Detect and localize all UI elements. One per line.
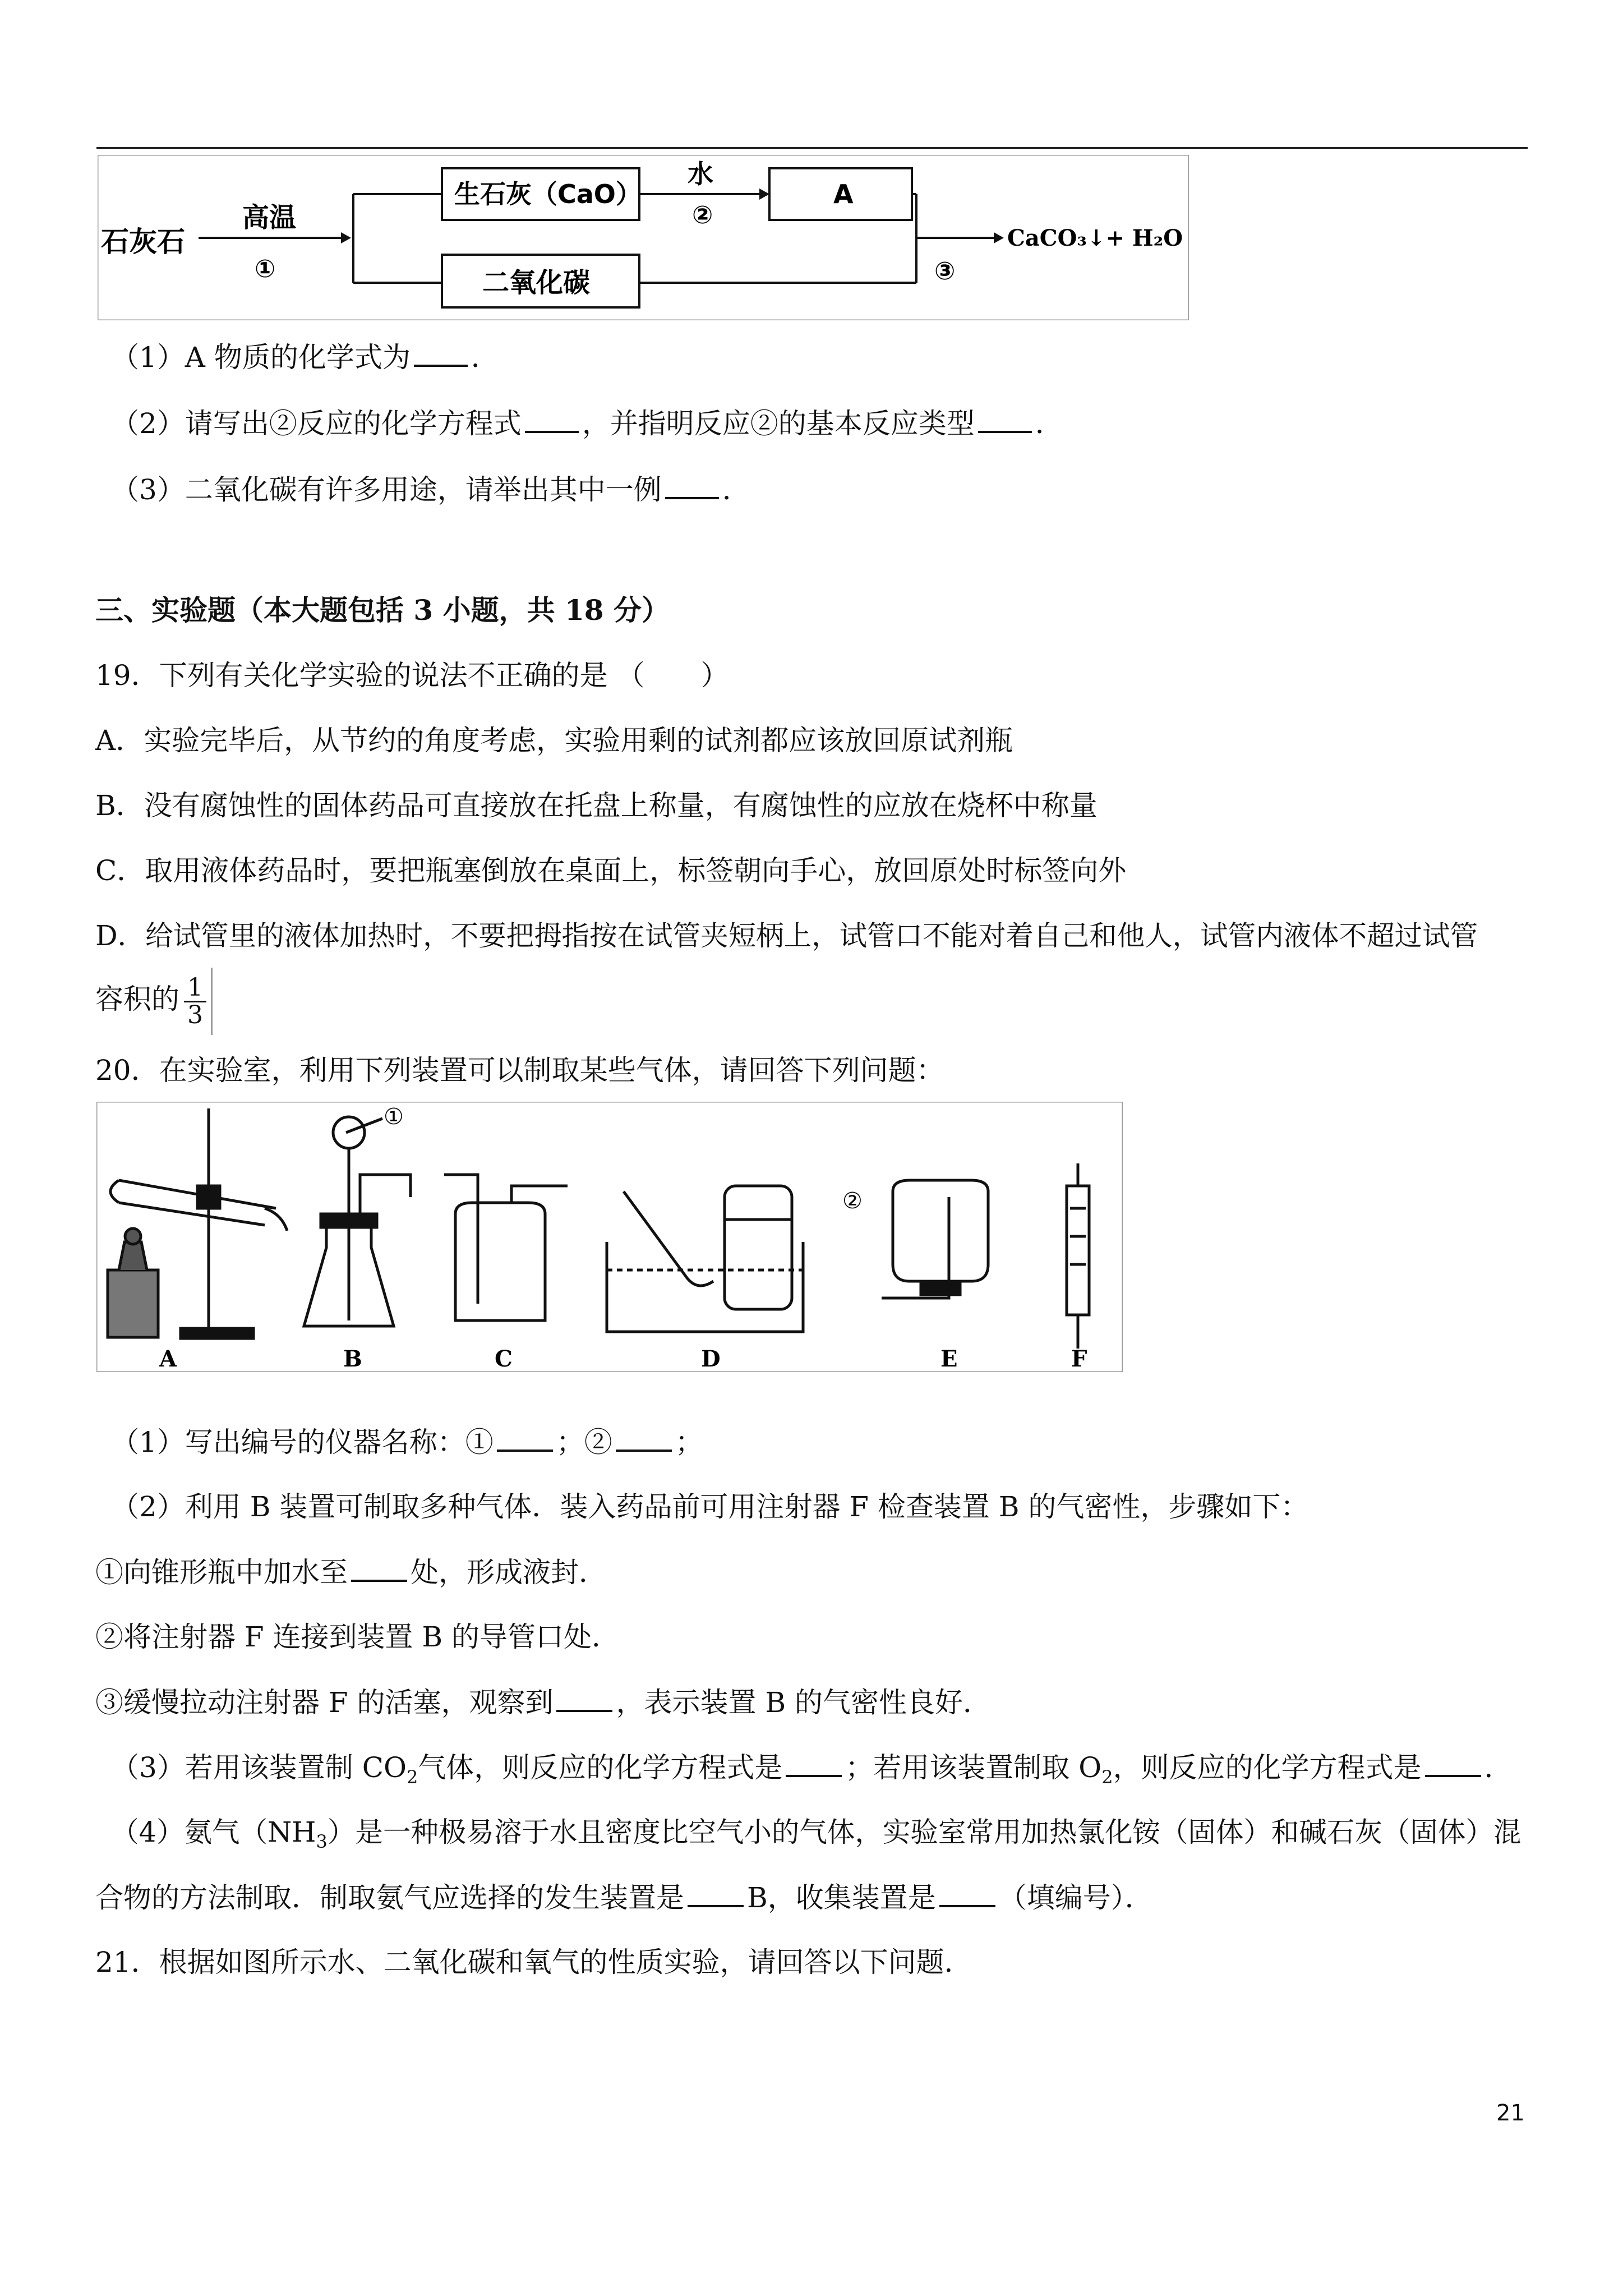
answer-blank[interactable]: [497, 1425, 553, 1452]
section3-heading: 三、实验题（本大题包括 3 小题，共 18 分）: [95, 593, 670, 627]
answer-blank[interactable]: [665, 472, 719, 499]
q18-sub2-text-b: ，并指明反应②的基本反应类型: [582, 407, 975, 440]
q20-step3-text-a: ③缓慢拉动注射器 F 的活塞，观察到: [95, 1686, 554, 1719]
answer-blank[interactable]: [556, 1685, 612, 1712]
q19-option-d-cont-text: 容积的: [95, 983, 179, 1015]
answer-blank[interactable]: [616, 1425, 672, 1452]
answer-blank[interactable]: [1425, 1750, 1481, 1777]
q20-step3-text-b: ，表示装置 B 的气密性良好．: [616, 1686, 992, 1719]
marker-1: ①: [384, 1104, 404, 1130]
subscript-3: 3: [316, 1830, 328, 1852]
step2-marker: ②: [692, 201, 713, 229]
label-e: E: [940, 1346, 958, 1372]
q20-sub4-text-a: （4）氨气（NH: [111, 1816, 316, 1848]
q20-step3: [95, 1685, 991, 1719]
q20-sub1-text-a: （1）写出编号的仪器名称：①: [111, 1426, 494, 1458]
q20-sub4-text-d: B，收集装置是: [747, 1881, 936, 1914]
answer-blank[interactable]: [688, 1880, 744, 1907]
fraction-box-edge: [211, 968, 213, 1035]
label-a: A: [159, 1346, 177, 1372]
q18-sub1-text: （1）A 物质的化学式为: [111, 341, 411, 374]
q20-step1-text-b: 处，形成液封．: [411, 1556, 607, 1589]
q20-sub1-end: ；: [675, 1426, 703, 1458]
q19-option-a: A．实验完毕后，从节约的角度考虑，实验用剩的试剂都应该放回原试剂瓶: [95, 724, 1013, 757]
q18-sub3: [111, 472, 750, 507]
high-temp-label: 高温: [242, 202, 297, 233]
q20-sub4-text-e: （填编号）．: [998, 1881, 1153, 1914]
label-b: B: [343, 1346, 362, 1372]
marker-2: ②: [842, 1188, 863, 1214]
q20-sub3-text-a: （3）若用该装置制 CO: [111, 1751, 407, 1784]
q20-sub3: [111, 1750, 1513, 1794]
q21-stem: 21．根据如图所示水、二氧化碳和氧气的性质实验，请回答以下问题．: [95, 1946, 972, 1978]
step3-marker: ③: [934, 257, 956, 286]
q20-step1-text-a: ①向锥形瓶中加水至: [95, 1556, 348, 1589]
answer-blank[interactable]: [414, 340, 468, 367]
q20-sub3-text-c: ；若用该装置制取 O: [845, 1751, 1102, 1784]
q18-sub2-text-a: （2）请写出②反应的化学方程式: [111, 407, 522, 440]
page-number: 21: [1496, 2100, 1525, 2126]
q18-sub3-text: （3）二氧化碳有许多用途，请举出其中一例: [111, 473, 662, 506]
q19-option-d: D．给试管里的液体加热时，不要把拇指按在试管夹短柄上，试管口不能对着自己和他人，试管内液体不超过试管: [95, 919, 1478, 952]
subscript-2: 2: [406, 1766, 418, 1788]
q18-sub3-end: ．: [722, 473, 750, 506]
step1-marker: ①: [255, 255, 276, 283]
water-label: 水: [688, 159, 713, 189]
fraction-one-third: [184, 975, 206, 1028]
q18-sub2-end: ．: [1035, 407, 1063, 440]
product-a-label: A: [833, 179, 854, 209]
label-c: C: [495, 1346, 513, 1372]
fraction-numerator: 1: [184, 975, 206, 1002]
label-f: F: [1071, 1346, 1087, 1372]
answer-blank[interactable]: [978, 406, 1032, 433]
q19-option-b: B．没有腐蚀性的固体药品可直接放在托盘上称量，有腐蚀性的应放在烧杯中称量: [95, 789, 1098, 822]
q19-option-c: C．取用液体药品时，要把瓶塞倒放在桌面上，标签朝向手心，放回原处时标签向外: [95, 854, 1127, 887]
q20-sub1-text-b: ；②: [556, 1426, 612, 1458]
q19-stem: 19．下列有关化学实验的说法不正确的是 （ ）: [95, 659, 729, 692]
q20-sub2: （2）利用 B 装置可制取多种气体．装入药品前可用注射器 F 检查装置 B 的气密性，步骤如下：: [111, 1490, 1309, 1523]
q20-sub4-text-b: ）是一种极易溶于水且密度比空气小的气体，实验室常用加热氯化铵（固体）和碱石灰（固体）混: [327, 1816, 1521, 1848]
q18-sub1: [111, 340, 499, 374]
q20-sub4-cont: [95, 1880, 1153, 1915]
q18-sub2: [111, 406, 1063, 440]
quicklime-label: 生石灰（CaO）: [454, 179, 642, 209]
answer-blank[interactable]: [939, 1880, 995, 1907]
q20-sub3-text-d: ，则反应的化学方程式是: [1113, 1751, 1422, 1784]
limestone-flow-diagram: [98, 155, 1189, 320]
q20-step2: ②将注射器 F 连接到装置 B 的导管口处．: [95, 1621, 620, 1653]
header-rule: [96, 147, 1528, 149]
answer-blank[interactable]: [786, 1750, 842, 1777]
limestone-label: 石灰石: [101, 226, 185, 258]
answer-blank[interactable]: [525, 406, 579, 433]
q20-sub3-text-b: 气体，则反应的化学方程式是: [418, 1751, 783, 1784]
q20-sub4: [111, 1815, 1521, 1858]
q20-step1: [95, 1555, 607, 1589]
fraction-denominator: 3: [187, 1000, 203, 1029]
q19-option-d-cont: [95, 963, 213, 1036]
q20-sub4-text-c: 合物的方法制取．制取氨气应选择的发生装置是: [95, 1881, 684, 1914]
q20-sub1: [111, 1425, 703, 1459]
lab-apparatus-figure: [96, 1102, 1123, 1372]
co2-label: 二氧化碳: [482, 267, 591, 298]
subscript-2: 2: [1101, 1766, 1113, 1788]
label-d: D: [701, 1346, 721, 1372]
result-formula: CaCO₃↓+ H₂O: [1007, 225, 1183, 251]
q20-stem: 20．在实验室，利用下列装置可以制取某些气体，请回答下列问题：: [95, 1054, 944, 1087]
answer-blank[interactable]: [351, 1555, 407, 1582]
q20-sub3-end: ．: [1484, 1751, 1513, 1784]
q18-sub1-end: ．: [471, 341, 499, 374]
